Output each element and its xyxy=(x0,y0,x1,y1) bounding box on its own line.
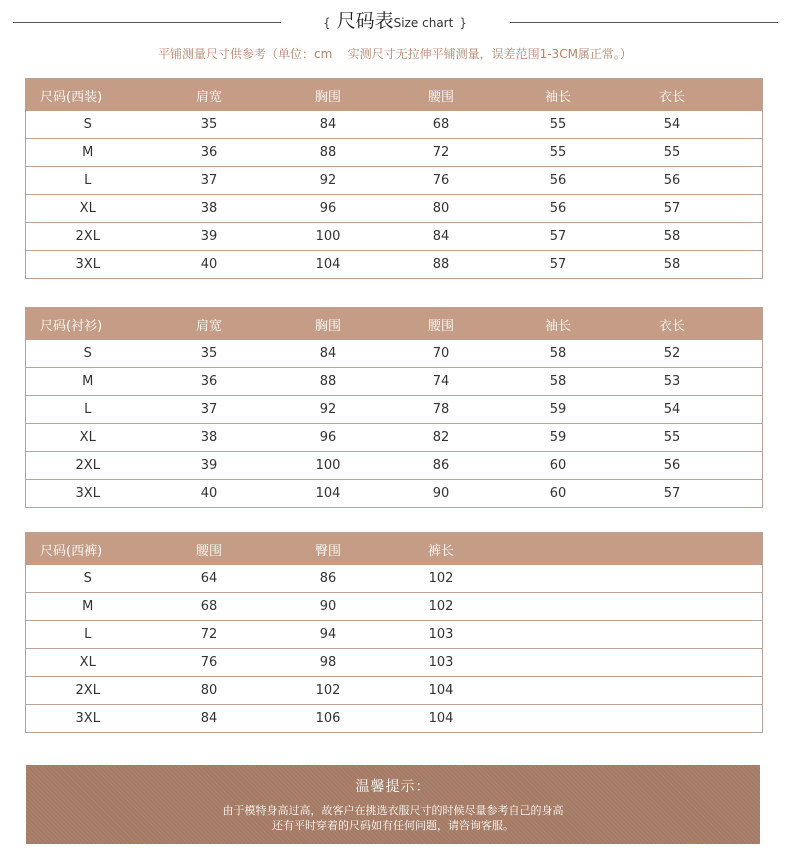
table-cell: 58 xyxy=(549,346,567,361)
table-cell: 59 xyxy=(495,396,622,424)
table-cell: 55 xyxy=(622,424,723,452)
table-cell: 54 xyxy=(663,117,681,132)
table-row xyxy=(26,111,763,139)
table-cell: 100 xyxy=(269,452,388,480)
table-row xyxy=(26,565,763,593)
table-cell: 104 xyxy=(269,480,388,508)
table-cell: L xyxy=(26,396,150,424)
table-cell: 54 xyxy=(622,396,723,424)
table-cell: 35 xyxy=(200,346,218,361)
table-cell: 76 xyxy=(150,649,269,677)
table-cell: 103 xyxy=(388,621,495,649)
table-cell: 38 xyxy=(150,424,269,452)
title-en: Size chart xyxy=(393,16,454,30)
table-cell: 102 xyxy=(269,677,388,705)
table-row xyxy=(26,649,763,677)
table-row xyxy=(26,424,763,452)
header-cell-length: 衣长 xyxy=(622,79,723,112)
table-cell: 82 xyxy=(388,424,495,452)
table-cell: 102 xyxy=(428,571,454,586)
table-cell: 84 xyxy=(150,705,269,733)
table-cell: 70 xyxy=(432,346,450,361)
header-cell-sleeve: 袖长 xyxy=(495,79,622,112)
table-cell: 90 xyxy=(388,480,495,508)
table-cell: 36 xyxy=(150,139,269,167)
table-cell: 2XL xyxy=(26,452,150,480)
table-cell: 57 xyxy=(622,480,723,508)
table-row xyxy=(26,480,763,508)
table-cell: 88 xyxy=(269,368,388,396)
header-cell-sleeve: 袖长 xyxy=(495,308,622,341)
title-brace-open: { xyxy=(322,16,331,30)
table-cell xyxy=(622,621,723,649)
table-cell: 3XL xyxy=(26,480,150,508)
table-cell xyxy=(723,565,763,593)
table-row xyxy=(26,139,763,167)
table-cell: 72 xyxy=(150,621,269,649)
tip-title: 温馨提示： xyxy=(355,779,431,795)
table-row xyxy=(26,677,763,705)
table-header-row xyxy=(26,308,763,341)
table-cell: 103 xyxy=(388,649,495,677)
table-cell: 98 xyxy=(269,649,388,677)
header-cell-empty xyxy=(622,533,723,566)
table-cell: 55 xyxy=(549,117,567,132)
table-cell xyxy=(723,195,763,223)
table-cell: XL xyxy=(26,649,150,677)
table-cell: S xyxy=(83,346,92,361)
table-cell xyxy=(723,649,763,677)
table-row xyxy=(26,593,763,621)
table-cell: 102 xyxy=(388,593,495,621)
table-cell: 3XL xyxy=(26,705,150,733)
table-cell: S xyxy=(83,117,92,132)
table-cell: 52 xyxy=(663,346,681,361)
header-cell-empty xyxy=(723,79,763,112)
table-cell: 84 xyxy=(319,117,337,132)
table-cell: 56 xyxy=(495,195,622,223)
table-cell: XL xyxy=(26,424,150,452)
size-table-suit xyxy=(25,78,763,279)
table-cell: 88 xyxy=(388,251,495,279)
table-cell: 72 xyxy=(388,139,495,167)
table-cell: 53 xyxy=(622,368,723,396)
table-cell: 2XL xyxy=(26,223,150,251)
table-cell xyxy=(495,649,622,677)
table-cell: 84 xyxy=(388,223,495,251)
table-cell xyxy=(723,340,763,368)
table-cell xyxy=(495,705,622,733)
table-cell: 64 xyxy=(200,571,218,586)
table-cell: 88 xyxy=(269,139,388,167)
title-brace-close: } xyxy=(459,16,468,30)
table-cell xyxy=(723,139,763,167)
table-cell: 106 xyxy=(269,705,388,733)
header-cell-shoulder: 肩宽 xyxy=(150,79,269,112)
table-cell: 35 xyxy=(200,117,218,132)
table-cell: 40 xyxy=(150,251,269,279)
table-cell xyxy=(723,111,763,139)
table-cell xyxy=(622,649,723,677)
table-cell xyxy=(723,452,763,480)
table-cell: 96 xyxy=(269,424,388,452)
table-cell: 58 xyxy=(622,223,723,251)
table-cell: 86 xyxy=(388,452,495,480)
table-cell: M xyxy=(26,368,150,396)
table-row xyxy=(26,705,763,733)
table-cell: 59 xyxy=(495,424,622,452)
table-cell: 57 xyxy=(495,223,622,251)
table-cell: 55 xyxy=(495,139,622,167)
header-cell-size: 尺码(衬衫) xyxy=(26,308,150,341)
table-cell: L xyxy=(26,621,150,649)
header-cell-trouser-length: 裤长 xyxy=(388,533,495,566)
table-cell xyxy=(723,251,763,279)
header-cell-shoulder: 肩宽 xyxy=(150,308,269,341)
header-cell-waist: 腰围 xyxy=(388,79,495,112)
table-cell: 100 xyxy=(269,223,388,251)
header-cell-size: 尺码(西裤) xyxy=(26,533,150,566)
table-cell xyxy=(495,677,622,705)
table-cell: 92 xyxy=(269,167,388,195)
table-cell: 104 xyxy=(388,705,495,733)
header-cell-empty xyxy=(495,533,622,566)
size-table-shirt xyxy=(25,307,763,508)
tip-line-1: 由于模特身高过高，故客户在挑选衣服尺寸的时候尽量参考自己的身高 xyxy=(222,804,564,817)
table-row xyxy=(26,396,763,424)
measurement-note: 平铺测量尺寸供参考（单位：cm 实测尺寸无拉伸平铺测量，误差范围1-3CM属正常。） xyxy=(158,47,632,61)
title-divider-right xyxy=(510,22,778,23)
table-cell: 57 xyxy=(495,251,622,279)
size-chart-title-row xyxy=(0,6,790,36)
size-table-trousers xyxy=(25,532,763,733)
table-row xyxy=(26,195,763,223)
table-cell: 39 xyxy=(150,223,269,251)
table-row xyxy=(26,621,763,649)
table-cell: 68 xyxy=(150,593,269,621)
table-cell: 78 xyxy=(388,396,495,424)
table-cell: 2XL xyxy=(26,677,150,705)
table-cell xyxy=(622,593,723,621)
table-cell: 80 xyxy=(150,677,269,705)
table-cell xyxy=(723,424,763,452)
table-cell xyxy=(723,223,763,251)
table-cell: 60 xyxy=(495,480,622,508)
table-cell: 58 xyxy=(622,251,723,279)
table-row xyxy=(26,340,763,368)
header-cell-chest: 胸围 xyxy=(269,308,388,341)
table-cell: 94 xyxy=(269,621,388,649)
table-cell: 3XL xyxy=(26,251,150,279)
table-header-row xyxy=(26,79,763,112)
table-cell xyxy=(495,593,622,621)
table-cell xyxy=(495,565,622,593)
table-cell: 56 xyxy=(622,452,723,480)
table-row xyxy=(26,223,763,251)
header-cell-waist: 腰围 xyxy=(150,533,269,566)
table-cell: XL xyxy=(26,195,150,223)
table-cell: 96 xyxy=(269,195,388,223)
table-row xyxy=(26,368,763,396)
title-cn: 尺码表 xyxy=(336,10,394,32)
table-cell xyxy=(723,368,763,396)
table-cell xyxy=(723,396,763,424)
table-cell: 80 xyxy=(388,195,495,223)
table-cell: 60 xyxy=(495,452,622,480)
table-cell xyxy=(723,705,763,733)
table-cell: 84 xyxy=(319,346,337,361)
table-cell: 58 xyxy=(495,368,622,396)
table-cell: 76 xyxy=(388,167,495,195)
table-cell xyxy=(723,167,763,195)
table-cell xyxy=(622,677,723,705)
table-cell: 104 xyxy=(388,677,495,705)
header-cell-empty xyxy=(723,308,763,341)
table-cell: 37 xyxy=(150,396,269,424)
table-cell: 38 xyxy=(150,195,269,223)
table-cell: 57 xyxy=(622,195,723,223)
table-cell: 40 xyxy=(150,480,269,508)
table-cell: 37 xyxy=(150,167,269,195)
header-cell-waist: 腰围 xyxy=(388,308,495,341)
table-cell xyxy=(723,621,763,649)
table-cell xyxy=(495,621,622,649)
table-cell: L xyxy=(26,167,150,195)
header-cell-chest: 胸围 xyxy=(269,79,388,112)
table-cell: 39 xyxy=(150,452,269,480)
table-cell: 104 xyxy=(269,251,388,279)
header-cell-length: 衣长 xyxy=(622,308,723,341)
table-cell xyxy=(622,565,723,593)
table-cell: 74 xyxy=(388,368,495,396)
tip-line-2: 还有平时穿着的尺码如有任何问题，请咨询客服。 xyxy=(272,819,514,832)
table-header-row xyxy=(26,533,763,566)
table-cell xyxy=(723,677,763,705)
table-cell: M xyxy=(26,139,150,167)
header-cell-empty xyxy=(723,533,763,566)
table-row xyxy=(26,452,763,480)
table-cell xyxy=(622,705,723,733)
table-cell xyxy=(723,593,763,621)
table-cell: 68 xyxy=(432,117,450,132)
tip-box xyxy=(26,765,760,844)
table-row xyxy=(26,167,763,195)
table-cell: 56 xyxy=(622,167,723,195)
header-cell-hip: 臀围 xyxy=(269,533,388,566)
table-cell: M xyxy=(26,593,150,621)
table-cell: S xyxy=(83,571,92,586)
table-cell: 36 xyxy=(150,368,269,396)
table-cell: 90 xyxy=(269,593,388,621)
table-cell xyxy=(723,480,763,508)
table-cell: 56 xyxy=(495,167,622,195)
header-cell-size: 尺码(西装) xyxy=(26,79,150,112)
table-cell: 92 xyxy=(269,396,388,424)
table-cell: 55 xyxy=(622,139,723,167)
table-cell: 86 xyxy=(319,571,337,586)
table-row xyxy=(26,251,763,279)
